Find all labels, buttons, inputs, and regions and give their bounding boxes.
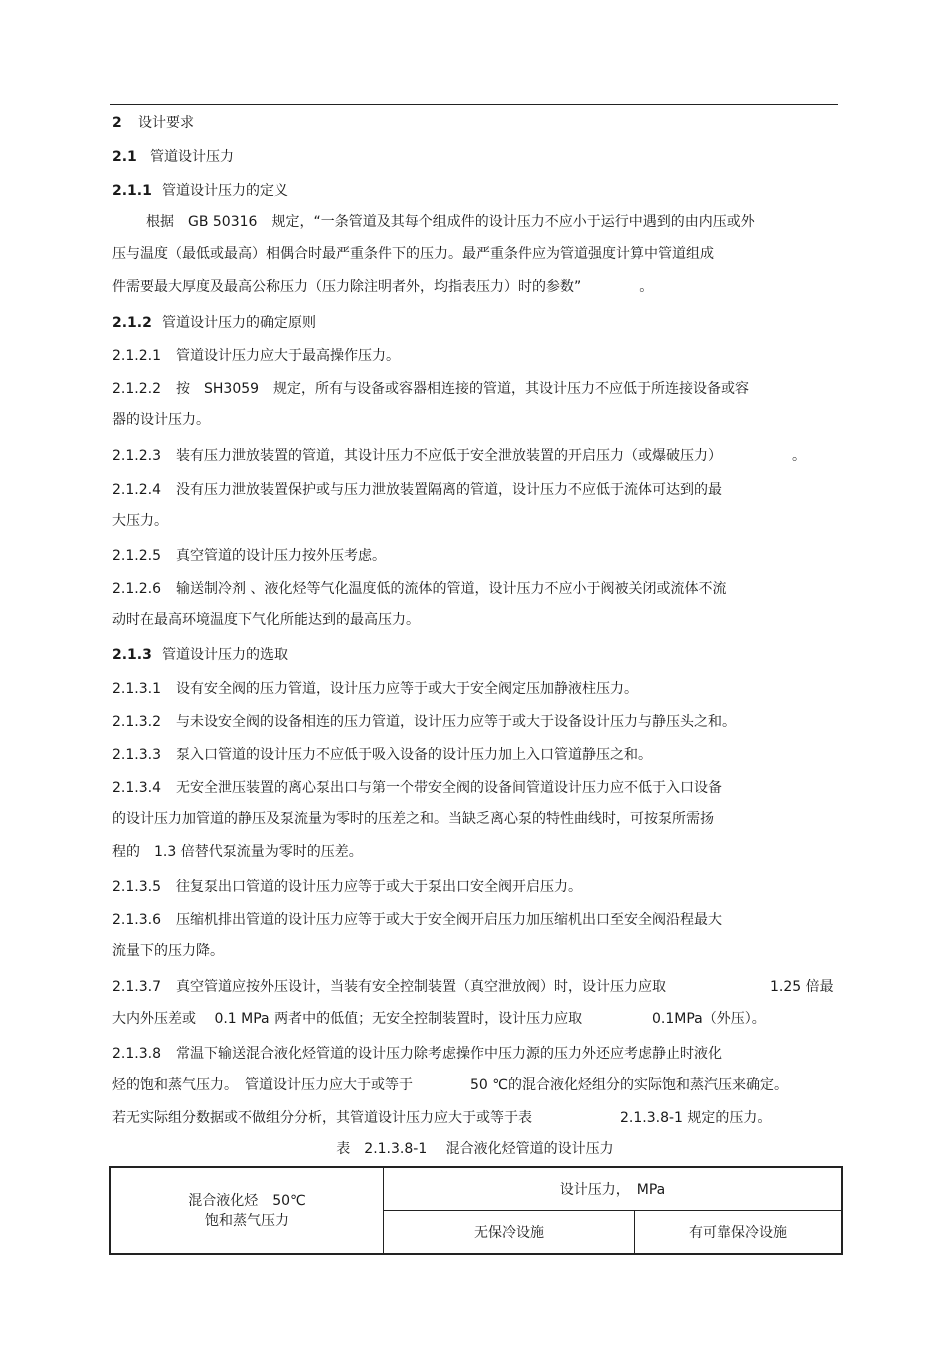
clause-2-1-2-3 bbox=[112, 447, 806, 465]
clause-number: 2.1.3.8 bbox=[112, 1046, 161, 1062]
clause-text: 与未设安全阀的设备相连的压力管道，设计压力应等于或大于设备设计压力与静压头之和。 bbox=[176, 714, 736, 730]
paragraph-period: 。 bbox=[639, 279, 654, 295]
clause-text-tail: 1.25 倍最 bbox=[770, 979, 834, 995]
clause-2-1-2-4 bbox=[112, 481, 722, 499]
clause-text: 真空管道应按外压设计，当装有安全控制装置（真空泄放阀）时，设计压力应取 bbox=[176, 979, 666, 995]
section-title: 设计要求 bbox=[138, 115, 194, 131]
clause-number: 2.1.3.5 bbox=[112, 879, 161, 895]
clause-number: 2.1.2.6 bbox=[112, 581, 161, 597]
clause-2-1-3-4 bbox=[112, 779, 722, 797]
clause-number: 2.1.2.1 bbox=[112, 348, 161, 364]
table-caption: 表 2.1.3.8-1 混合液化烃管道的设计压力 bbox=[336, 1141, 614, 1157]
paragraph-line: 根据 GB 50316 规定，“一条管道及其每个组成件的设计压力不应小于运行中遇到的由内压或外 bbox=[146, 214, 755, 230]
section-number: 2.1.3 bbox=[112, 647, 152, 663]
clause-text: 管道设计压力应大于最高操作压力。 bbox=[176, 348, 400, 364]
section-title: 管道设计压力的定义 bbox=[162, 183, 288, 199]
clause-text: 输送制冷剂 、液化烃等气化温度低的流体的管道，设计压力不应小于阀被关闭或流体不流 bbox=[176, 581, 727, 597]
paragraph-line: 压与温度（最低或最高）相偶合时最严重条件下的压力。最严重条件应为管道强度计算中管道组成 bbox=[112, 246, 714, 262]
clause-2-1-3-8 bbox=[112, 1045, 722, 1063]
clause-2-1-3-1 bbox=[112, 680, 638, 698]
clause-continuation-tail: 50 ℃的混合液化烃组分的实际饱和蒸汽压来确定。 bbox=[470, 1077, 788, 1093]
clause-continuation: 流量下的压力降。 bbox=[112, 943, 224, 959]
clause-text: 往复泵出口管道的设计压力应等于或大于泵出口安全阀开启压力。 bbox=[176, 879, 582, 895]
clause-text: 设有安全阀的压力管道，设计压力应等于或大于安全阀定压加静液柱压力。 bbox=[176, 681, 638, 697]
clause-number: 2.1.2.4 bbox=[112, 482, 161, 498]
clause-2-1-2-6 bbox=[112, 580, 726, 598]
section-heading-2 bbox=[112, 114, 194, 132]
clause-number: 2.1.3.7 bbox=[112, 979, 161, 995]
table-header-right: 设计压力， MPa bbox=[384, 1167, 843, 1211]
table-header-left-line2: 饱和蒸气压力 bbox=[205, 1212, 289, 1229]
clause-text: 压缩机排出管道的设计压力应等于或大于安全阀开启压力加压缩机出口至安全阀沿程最大 bbox=[176, 912, 722, 928]
section-heading-2-1-2 bbox=[112, 314, 316, 332]
clause-2-1-3-6 bbox=[112, 911, 722, 929]
clause-2-1-3-5 bbox=[112, 878, 582, 896]
clause-text: 装有压力泄放装置的管道，其设计压力不应低于安全泄放装置的开启压力（或爆破压力） bbox=[176, 448, 722, 464]
clause-continuation: 烃的饱和蒸气压力。 管道设计压力应大于或等于 bbox=[112, 1077, 413, 1093]
clause-continuation: 的设计压力加管道的静压及泵流量为零时的压差之和。当缺乏离心泵的特性曲线时，可按泵所需扬 bbox=[112, 811, 714, 827]
clause-continuation: 若无实际组分数据或不做组分分析，其管道设计压力应大于或等于表 bbox=[112, 1110, 532, 1126]
clause-text: 无安全泄压装置的离心泵出口与第一个带安全阀的设备间管道设计压力应不低于入口设备 bbox=[176, 780, 722, 796]
section-number: 2.1.1 bbox=[112, 183, 152, 199]
clause-text: 常温下输送混合液化烃管道的设计压力除考虑操作中压力源的压力外还应考虑静止时液化 bbox=[176, 1046, 722, 1062]
clause-number: 2.1.3.6 bbox=[112, 912, 161, 928]
section-number: 2 bbox=[112, 115, 122, 131]
clause-number: 2.1.2.3 bbox=[112, 448, 161, 464]
clause-text: 真空管道的设计压力按外压考虑。 bbox=[176, 548, 386, 564]
section-heading-2-1 bbox=[112, 148, 234, 166]
clause-continuation: 器的设计压力。 bbox=[112, 412, 210, 428]
clause-2-1-3-2 bbox=[112, 713, 736, 731]
section-heading-2-1-1 bbox=[112, 182, 288, 200]
clause-number: 2.1.3.4 bbox=[112, 780, 161, 796]
clause-number: 2.1.2.2 bbox=[112, 381, 161, 397]
clause-number: 2.1.3.2 bbox=[112, 714, 161, 730]
header-rule bbox=[110, 104, 838, 105]
clause-2-1-3-7 bbox=[112, 978, 666, 996]
section-title: 管道设计压力的确定原则 bbox=[162, 315, 316, 331]
table-subheader-no-insulation: 无保冷设施 bbox=[384, 1211, 635, 1255]
paragraph-text: 件需要最大厚度及最高公称压力（压力除注明者外，均指表压力）时的参数” bbox=[112, 279, 582, 295]
clause-2-1-2-1 bbox=[112, 347, 400, 365]
section-title: 管道设计压力 bbox=[150, 149, 234, 165]
table-subheader-reliable-insulation: 有可靠保冷设施 bbox=[635, 1211, 843, 1255]
clause-continuation: 动时在最高环境温度下气化所能达到的最高压力。 bbox=[112, 612, 420, 628]
clause-period: 。 bbox=[792, 448, 806, 464]
section-title: 管道设计压力的选取 bbox=[162, 647, 288, 663]
clause-continuation: 大压力。 bbox=[112, 513, 168, 529]
clause-continuation: 大内外压差或 0.1 MPa 两者中的低值；无安全控制装置时，设计压力应取 bbox=[112, 1011, 583, 1027]
design-pressure-table bbox=[109, 1166, 843, 1255]
clause-2-1-3-3 bbox=[112, 746, 652, 764]
clause-continuation-tail: 2.1.3.8-1 规定的压力。 bbox=[620, 1110, 772, 1126]
clause-continuation: 程的 1.3 倍替代泵流量为零时的压差。 bbox=[112, 844, 363, 860]
paragraph-line bbox=[112, 278, 653, 296]
clause-2-1-2-2 bbox=[112, 380, 749, 398]
table-header-left-line1: 混合液化烃 50℃ bbox=[188, 1192, 306, 1209]
table-header-left bbox=[110, 1167, 384, 1254]
section-number: 2.1 bbox=[112, 149, 137, 165]
clause-text: 没有压力泄放装置保护或与压力泄放装置隔离的管道，设计压力不应低于流体可达到的最 bbox=[176, 482, 722, 498]
clause-text: 按 SH3059 规定，所有与设备或容器相连接的管道，其设计压力不应低于所连接设备或容 bbox=[176, 381, 750, 397]
section-heading-2-1-3 bbox=[112, 646, 288, 664]
clause-number: 2.1.2.5 bbox=[112, 548, 161, 564]
clause-number: 2.1.3.1 bbox=[112, 681, 161, 697]
clause-text: 泵入口管道的设计压力不应低于吸入设备的设计压力加上入口管道静压之和。 bbox=[176, 747, 652, 763]
section-number: 2.1.2 bbox=[112, 315, 152, 331]
clause-continuation-tail: 0.1MPa（外压）。 bbox=[652, 1011, 766, 1027]
clause-2-1-2-5 bbox=[112, 547, 386, 565]
clause-number: 2.1.3.3 bbox=[112, 747, 161, 763]
